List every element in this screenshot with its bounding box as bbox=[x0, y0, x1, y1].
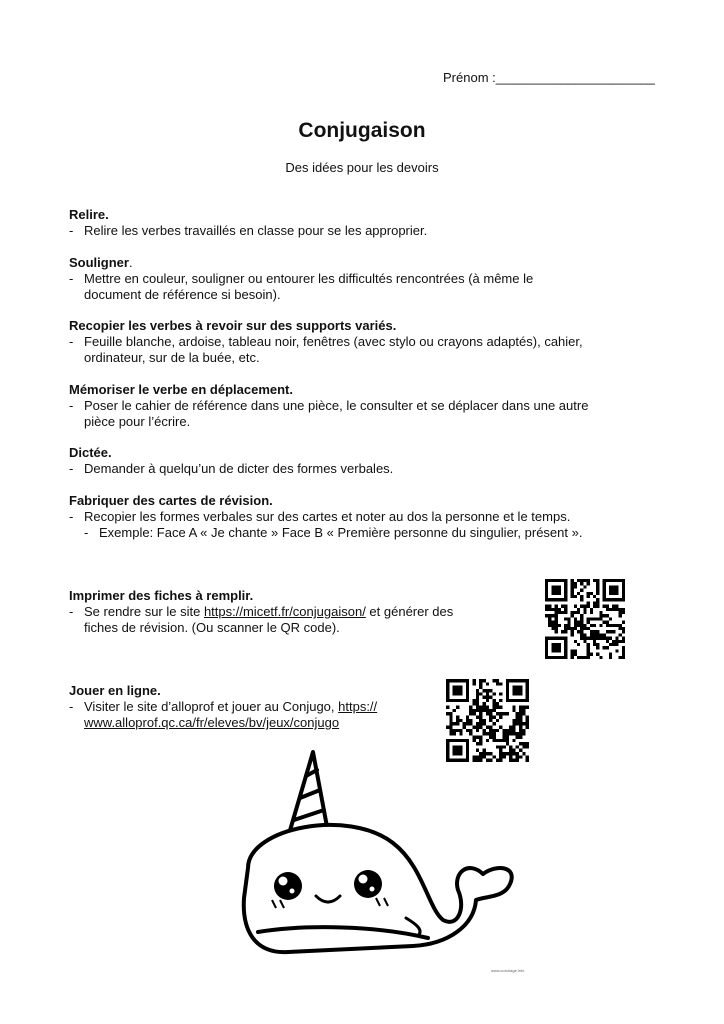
page-title: Conjugaison bbox=[298, 119, 426, 142]
list-item: - Demander à quelqu’un de dicter des formes verbales. bbox=[69, 461, 394, 476]
section-souligner bbox=[69, 255, 533, 303]
section-title: Mémoriser le verbe en déplacement. bbox=[69, 382, 293, 397]
section-jouer bbox=[69, 683, 377, 731]
section-memoriser bbox=[69, 382, 588, 430]
section-recopier bbox=[69, 318, 583, 366]
qr-code-micetf[interactable] bbox=[545, 579, 625, 659]
name-field: Prénom :______________________ bbox=[443, 70, 655, 85]
list-item: - Visiter le site d’alloprof et jouer au Conjugo, https:// www.alloprof.qc.ca/fr/eleves/bv/jeux/conjugo bbox=[69, 699, 378, 730]
list-item: - Poser le cahier de référence dans une pièce, le consulter et se déplacer dans une autre pièce pour l’écrire. bbox=[69, 398, 589, 429]
section-title: Dictée. bbox=[69, 445, 112, 460]
section-cartes bbox=[69, 493, 582, 541]
narwhal-illustration bbox=[228, 748, 528, 968]
list-item: - Relire les verbes travaillés en classe pour se les approprier. bbox=[69, 223, 428, 238]
list-item: - Feuille blanche, ardoise, tableau noir, fenêtres (avec stylo ou crayons adaptés), cahier, ordinateur, sur de la buée, etc. bbox=[69, 334, 583, 365]
section-fiches bbox=[69, 588, 453, 636]
section-title: Relire. bbox=[69, 207, 109, 222]
watermark: www.coloriage.info bbox=[491, 968, 525, 973]
micetf-link[interactable]: https://micetf.fr/conjugaison/ bbox=[203, 604, 366, 619]
section-title: Jouer en ligne. bbox=[69, 683, 161, 698]
section-relire bbox=[69, 207, 427, 239]
section-title: Souligner. bbox=[69, 255, 133, 270]
list-item: - Mettre en couleur, souligner ou entourer les difficultés rencontrées (à même le document de référence si besoin). bbox=[69, 271, 534, 302]
sub-list-item: - Exemple: Face A « Je chante » Face B « Première personne du singulier, présent ». bbox=[84, 525, 583, 540]
alloprof-link-part2[interactable]: www.alloprof.qc.ca/fr/eleves/bv/jeux/conjugo bbox=[84, 715, 340, 730]
list-item: - Se rendre sur le site https://micetf.fr/conjugaison/ et générer des fiches de révision. (Ou scanner le QR code). bbox=[69, 604, 454, 635]
alloprof-link-part1[interactable]: https:// bbox=[338, 699, 378, 714]
section-dictee bbox=[69, 445, 393, 477]
list-item: - Recopier les formes verbales sur des cartes et noter au dos la personne et le temps. bbox=[69, 509, 571, 524]
page-subtitle: Des idées pour les devoirs bbox=[285, 160, 439, 175]
section-title: Fabriquer des cartes de révision. bbox=[69, 493, 273, 508]
section-title: Imprimer des fiches à remplir. bbox=[69, 588, 254, 603]
section-title: Recopier les verbes à revoir sur des supports variés. bbox=[69, 318, 397, 333]
